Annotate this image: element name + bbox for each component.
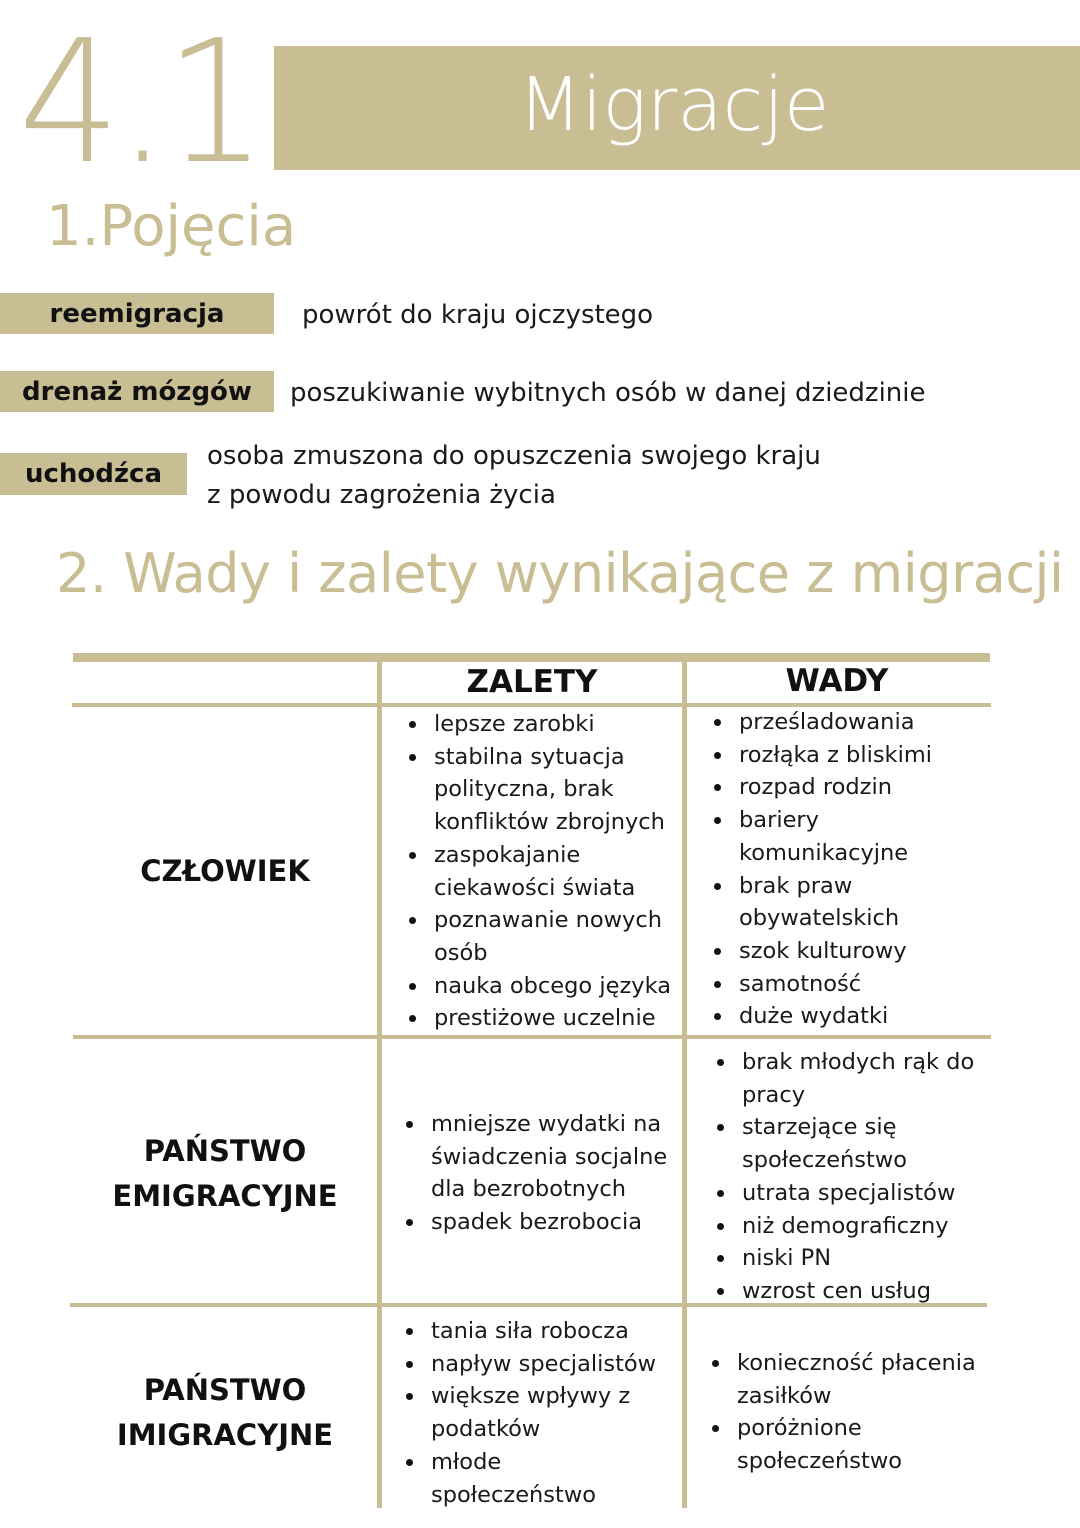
page-title: Migracje xyxy=(518,62,830,148)
table-column-divider xyxy=(377,660,382,1508)
list-item: mniejsze wydatki na świadczenia socjalne dla bezrobotnych xyxy=(431,1108,667,1206)
list-item: nauka obcego języka xyxy=(434,970,671,1003)
section-number: 4.1 xyxy=(18,4,264,202)
list-item: szok kulturowy xyxy=(739,935,932,968)
term-definition: poszukiwanie wybitnych osób w danej dziedzinie xyxy=(290,378,926,408)
column-header-wady: WADY xyxy=(785,663,889,699)
list-item: brak praw obywatelskich xyxy=(739,870,932,935)
list-item: spadek bezrobocia xyxy=(431,1206,667,1239)
column-header-zalety: ZALETY xyxy=(466,664,598,700)
list-zalety xyxy=(431,1108,667,1239)
list-item: stabilna sytuacja polityczna, brak konfliktów zbrojnych xyxy=(434,741,671,839)
term-label: uchodźca xyxy=(0,453,187,495)
section-heading-concepts: 1.Pojęcia xyxy=(46,194,297,259)
list-item: brak młodych rąk do pracy xyxy=(742,1046,974,1111)
list-item: bariery komunikacyjne xyxy=(739,804,932,869)
list-wady xyxy=(742,1046,974,1308)
term-label: drenaż mózgów xyxy=(0,371,274,412)
list-item: młode społeczeństwo xyxy=(431,1446,656,1511)
list-item: większe wpływy z podatków xyxy=(431,1380,656,1445)
table-column-divider xyxy=(682,660,687,1508)
list-wady xyxy=(739,706,932,1033)
table-divider xyxy=(73,1035,991,1039)
list-item: lepsze zarobki xyxy=(434,708,671,741)
title-banner xyxy=(274,46,1080,170)
list-wady xyxy=(737,1347,976,1478)
list-zalety xyxy=(434,708,671,1035)
list-item: wzrost cen usług xyxy=(742,1275,974,1308)
list-item: duże wydatki xyxy=(739,1000,932,1033)
term-definition: osoba zmuszona do opuszczenia swojego kraju z powodu zagrożenia życia xyxy=(207,441,821,510)
list-item: konieczność płacenia zasiłków xyxy=(737,1347,976,1412)
term-label: reemigracja xyxy=(0,293,274,334)
term-definition: powrót do kraju ojczystego xyxy=(302,300,654,330)
row-header-panstwo-emigracyjne: PAŃSTWO EMIGRACYJNE xyxy=(112,1134,338,1213)
list-item: rozłąka z bliskimi xyxy=(739,739,932,772)
list-item: poznawanie nowych osób xyxy=(434,904,671,969)
list-item: niski PN xyxy=(742,1242,974,1275)
list-item: poróżnione społeczeństwo xyxy=(737,1412,976,1477)
list-item: zaspokajanie ciekawości świata xyxy=(434,839,671,904)
list-item: utrata specjalistów xyxy=(742,1177,974,1210)
list-item: napływ specjalistów xyxy=(431,1348,656,1381)
row-header-panstwo-imigracyjne: PAŃSTWO IMIGRACYJNE xyxy=(116,1373,334,1452)
list-item: samotność xyxy=(739,968,932,1001)
list-item: rozpad rodzin xyxy=(739,771,932,804)
list-item: prestiżowe uczelnie xyxy=(434,1002,671,1035)
row-header-czlowiek: CZŁOWIEK xyxy=(140,854,310,888)
section-heading-pros-cons: 2. Wady i zalety wynikające z migracji xyxy=(56,542,1064,605)
list-item: niż demograficzny xyxy=(742,1210,974,1243)
list-zalety xyxy=(431,1315,656,1511)
list-item: starzejące się społeczeństwo xyxy=(742,1111,974,1176)
list-item: prześladowania xyxy=(739,706,932,739)
list-item: tania siła robocza xyxy=(431,1315,656,1348)
table-top-border xyxy=(73,653,990,662)
